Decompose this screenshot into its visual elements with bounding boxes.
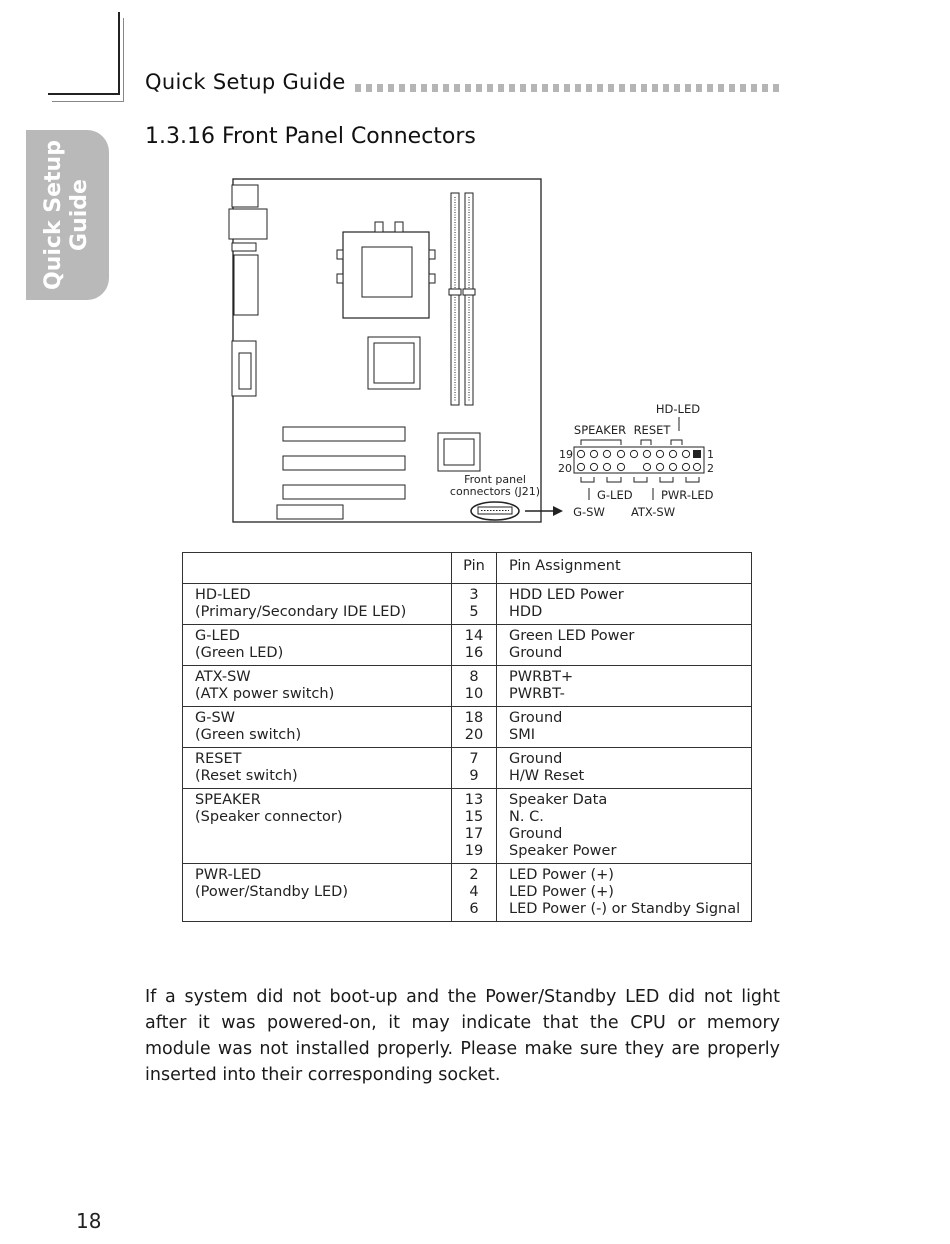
pin-number: 3	[469, 587, 479, 603]
j21-board-label-line2: connectors (J21)	[449, 485, 541, 498]
pin-number: 13	[464, 792, 484, 808]
pin-number: 17	[464, 826, 484, 842]
connector-desc: (Reset switch)	[195, 768, 298, 784]
pin-assignment: LED Power (+)	[509, 884, 614, 900]
pin-number: 20	[464, 727, 484, 743]
pin-number: 10	[464, 686, 484, 702]
table-row	[183, 666, 752, 707]
pin-assignment: PWRBT-	[509, 686, 565, 702]
expansion-slot	[283, 427, 405, 441]
running-header-title: Quick Setup Guide	[145, 70, 346, 94]
pin-number: 19	[464, 843, 484, 859]
pin-assignment: Speaker Power	[509, 843, 617, 859]
pin-assignment: Ground	[509, 710, 563, 726]
pin-assignment: LED Power (-) or Standby Signal	[509, 901, 741, 917]
pin-number: 8	[469, 669, 479, 685]
expansion-slot	[277, 505, 343, 519]
io-port	[232, 185, 258, 207]
pin-assignment: SMI	[509, 727, 535, 743]
pin-number: 14	[464, 628, 484, 644]
table-row	[183, 707, 752, 748]
io-port	[229, 209, 267, 239]
section-title: 1.3.16 Front Panel Connectors	[145, 124, 476, 149]
label-speaker: SPEAKER	[573, 423, 627, 437]
pin-number: 9	[469, 768, 479, 784]
label-atx-sw: ATX-SW	[630, 505, 676, 519]
connector-name: RESET	[195, 751, 242, 767]
table-row	[183, 625, 752, 666]
pin-assignment: H/W Reset	[509, 768, 585, 784]
label-reset: RESET	[633, 423, 671, 437]
pin-assignment: LED Power (+)	[509, 867, 614, 883]
pin-number: 16	[464, 645, 484, 661]
pin-number-20: 20	[558, 462, 572, 475]
table-row	[183, 748, 752, 789]
j21-board-label-line1: Front panel	[464, 473, 526, 486]
body-paragraph: If a system did not boot-up and the Power/Standby LED did not light after it was powered-on, it may indicate that the CPU or memory module was not installed properly. Please make sure they are properly inserted into their corresponding socket.	[145, 986, 780, 1085]
pin-number: 7	[469, 751, 479, 767]
connector-name: SPEAKER	[195, 792, 261, 808]
crop-mark-horizontal-shadow	[52, 101, 124, 102]
pin-number: 15	[464, 809, 484, 825]
crop-mark-vertical	[118, 12, 120, 94]
running-header-dots	[355, 84, 780, 92]
connector-desc: (Green LED)	[195, 645, 284, 661]
cpu-socket-inner	[362, 247, 412, 297]
pin-assignment: N. C.	[509, 809, 544, 825]
connector-desc: (Green switch)	[195, 727, 302, 743]
page-number: 18	[76, 1209, 102, 1233]
front-panel-diagram	[225, 175, 725, 525]
connector-name: HD-LED	[195, 587, 251, 603]
pin-assignment: HDD LED Power	[509, 587, 624, 603]
pin-assignment: Speaker Data	[509, 792, 608, 808]
label-hd-led: HD-LED	[655, 402, 701, 416]
expansion-slot	[283, 456, 405, 470]
side-tab-label: Quick Setup Guide	[41, 140, 92, 290]
arrow-head	[553, 506, 563, 516]
connector-name: G-LED	[195, 628, 240, 644]
table-row	[183, 584, 752, 625]
pin-number-2: 2	[707, 462, 714, 475]
header-assignment-cell: Pin Assignment	[497, 553, 752, 584]
pin-assignment: Green LED Power	[509, 628, 635, 644]
pin-number: 6	[469, 901, 479, 917]
connector-desc: (Primary/Secondary IDE LED)	[195, 604, 407, 620]
label-g-sw: G-SW	[573, 505, 605, 519]
pin-number: 18	[464, 710, 484, 726]
header-pin-cell: Pin	[452, 553, 497, 584]
pin-assignment: PWRBT+	[509, 669, 574, 685]
crop-mark-vertical-shadow	[123, 18, 124, 102]
io-port	[234, 255, 258, 315]
label-pwr-led: PWR-LED	[661, 488, 714, 502]
pin-assignment: Ground	[509, 645, 563, 661]
connector-desc: (Speaker connector)	[195, 809, 343, 825]
pin-number-19: 19	[559, 448, 573, 461]
table-header-row	[183, 553, 752, 584]
io-port	[232, 341, 256, 396]
pin-number: 4	[469, 884, 479, 900]
pin-number: 2	[469, 867, 479, 883]
table-row	[183, 789, 752, 864]
crop-mark-horizontal	[48, 93, 120, 95]
io-port	[232, 243, 256, 251]
connector-name: PWR-LED	[195, 867, 262, 883]
chipset	[368, 337, 420, 389]
pin-number-1: 1	[707, 448, 714, 461]
pin-assignment: Ground	[509, 826, 563, 842]
header-name-cell	[183, 553, 452, 584]
connector-desc: (Power/Standby LED)	[195, 884, 349, 900]
pin-assignment: HDD	[509, 604, 543, 620]
pin-number: 5	[469, 604, 479, 620]
connector-name: G-SW	[195, 710, 236, 726]
pin-assignment-table	[182, 552, 752, 922]
pin-assignment: Ground	[509, 751, 563, 767]
label-g-led: G-LED	[597, 488, 633, 502]
expansion-slot	[283, 485, 405, 499]
table-row	[183, 864, 752, 922]
connector-name: ATX-SW	[195, 669, 251, 685]
connector-desc: (ATX power switch)	[195, 686, 335, 702]
